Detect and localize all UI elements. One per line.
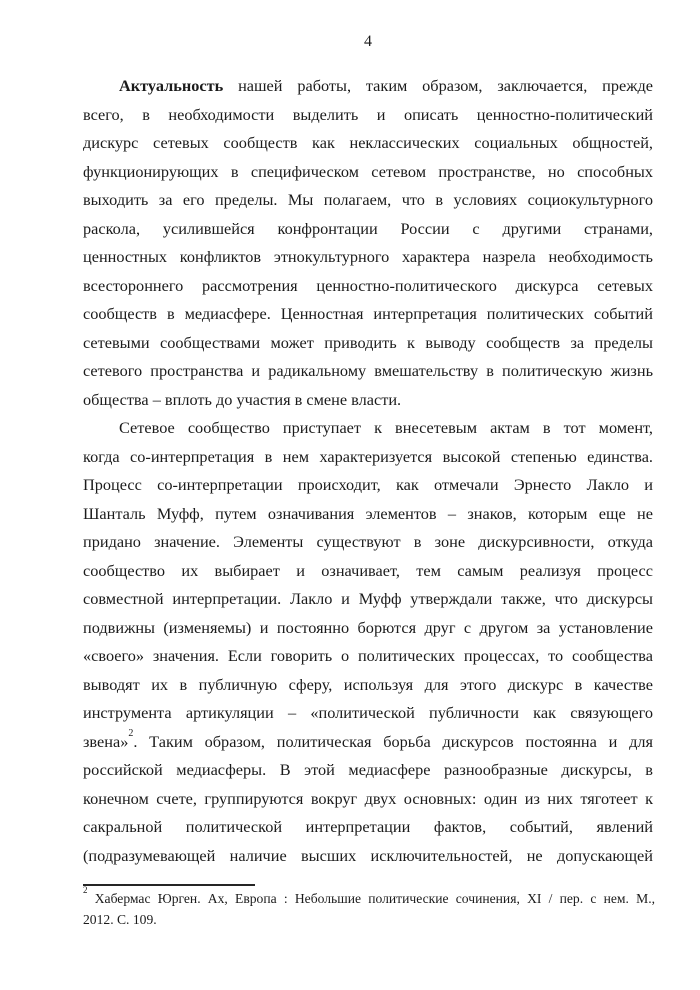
text-segment: Процесс со-интерпретации происходит, как отмечали Эрнесто Лакло и (83, 475, 653, 494)
text-line (83, 910, 655, 931)
text-segment: дискурс сетевых сообществ как неклассических социальных общностей, (83, 133, 653, 152)
text-segment: совместной интерпретации. Лакло и Муфф утверждали также, что дискурсы (83, 589, 653, 608)
text-line (83, 842, 653, 871)
text-segment: функционирующих в специфическом сетевом пространстве, но способных (83, 161, 653, 181)
text-segment: придано значение. Элементы существуют в зоне дискурсивности, откуда (83, 532, 653, 551)
page-number: 4 (364, 33, 372, 50)
text-line (83, 414, 653, 443)
text-line (83, 72, 653, 101)
text-segment: раскола, усилившейся конфронтации России с другими странами, (83, 218, 653, 238)
text-line (83, 158, 653, 187)
text-segment: . Таким образом, политическая борьба дискурсов постоянна и для (133, 731, 653, 751)
text-segment: ценностных конфликтов этнокультурного характера назрела необходимость (83, 247, 653, 266)
text-line (83, 101, 653, 130)
text-line (83, 756, 653, 785)
text-line (83, 300, 653, 329)
text-segment: звена» (83, 731, 129, 751)
text-line (83, 471, 653, 500)
text-segment: «своего» значения. Если говорить о политических процессах, то сообщества (83, 646, 653, 665)
text-segment: российской медиасферы. В этой медиасфере разнообразные дискурсы, в (83, 760, 653, 779)
text-segment: подвижны (изменяемы) и постоянно борются друг с другом за установление (83, 617, 653, 637)
text-segment: когда со-интерпретация в нем характеризуется высокой степенью единства. (83, 446, 653, 466)
text-line (83, 671, 653, 700)
text-line (83, 272, 653, 301)
text-line (83, 243, 653, 272)
body-text (83, 72, 653, 870)
text-line (83, 386, 653, 415)
text-line (83, 557, 653, 586)
text-segment: (подразумевающей наличие высших исключительностей, не допускающей (83, 845, 653, 865)
footnote-reference: 2 (83, 884, 88, 895)
text-segment: всего, в необходимости выделить и описать ценностно-политический (83, 104, 653, 124)
text-segment: общества – вплоть до участия в смене власти. (83, 389, 402, 409)
text-line (83, 186, 653, 215)
text-segment: Шанталь Муфф, путем означивания элементов – знаков, которым еще не (83, 503, 653, 523)
text-segment: сообществ в медиасфере. Ценностная интерпретация политических событий (83, 304, 653, 323)
text-segment: конечном счете, группируются вокруг двух основных: один из них тяготеет к (83, 788, 653, 808)
text-line (83, 329, 653, 358)
text-segment: выводят их в публичную сферу, используя для этого дискурс в качестве (83, 674, 653, 694)
footnote-reference: 2 (128, 727, 134, 739)
text-segment: инструмента артикуляции – «политической публичности как связующего (83, 703, 653, 722)
text-line (83, 528, 653, 557)
text-line (83, 642, 653, 671)
text-line (83, 614, 653, 643)
text-segment: выходить за его пределы. Мы полагаем, что в условиях социокультурного (83, 190, 653, 209)
text-segment: сакральной политической интерпретации фактов, событий, явлений (83, 817, 653, 836)
text-line (83, 129, 653, 158)
text-line (83, 585, 653, 614)
text-segment: сетевыми сообществами может приводить к выводу сообществ за пределы (83, 332, 653, 352)
text-segment: Сетевое сообщество приступает к внесетевым актам в тот момент, (119, 418, 653, 437)
text-line (83, 443, 653, 472)
text-line (83, 699, 653, 728)
bold-text: Актуальность (119, 76, 224, 95)
paragraph (83, 414, 653, 870)
text-line (83, 728, 653, 757)
text-line (83, 813, 653, 842)
text-segment: 2012. С. 109. (83, 911, 157, 927)
footnote-separator (83, 884, 255, 886)
text-segment: нашей работы, таким образом, заключается, прежде (223, 76, 653, 95)
text-segment: сообщество их выбирает и означивает, тем самым реализуя процесс (83, 560, 653, 580)
text-segment: всестороннего рассмотрения ценностно-политического дискурса сетевых (83, 275, 653, 295)
text-line (83, 785, 653, 814)
text-line (83, 215, 653, 244)
text-line (83, 500, 653, 529)
text-line (83, 357, 653, 386)
text-segment: Хабермас Юрген. Ах, Европа : Небольшие политические сочинения, XI / пер. с нем. М., (87, 891, 655, 906)
text-segment: сетевого пространства и радикальному вмешательству в политическую жизнь (83, 361, 653, 380)
text-line (83, 884, 655, 910)
paragraph (83, 72, 653, 414)
footnote (83, 884, 655, 930)
